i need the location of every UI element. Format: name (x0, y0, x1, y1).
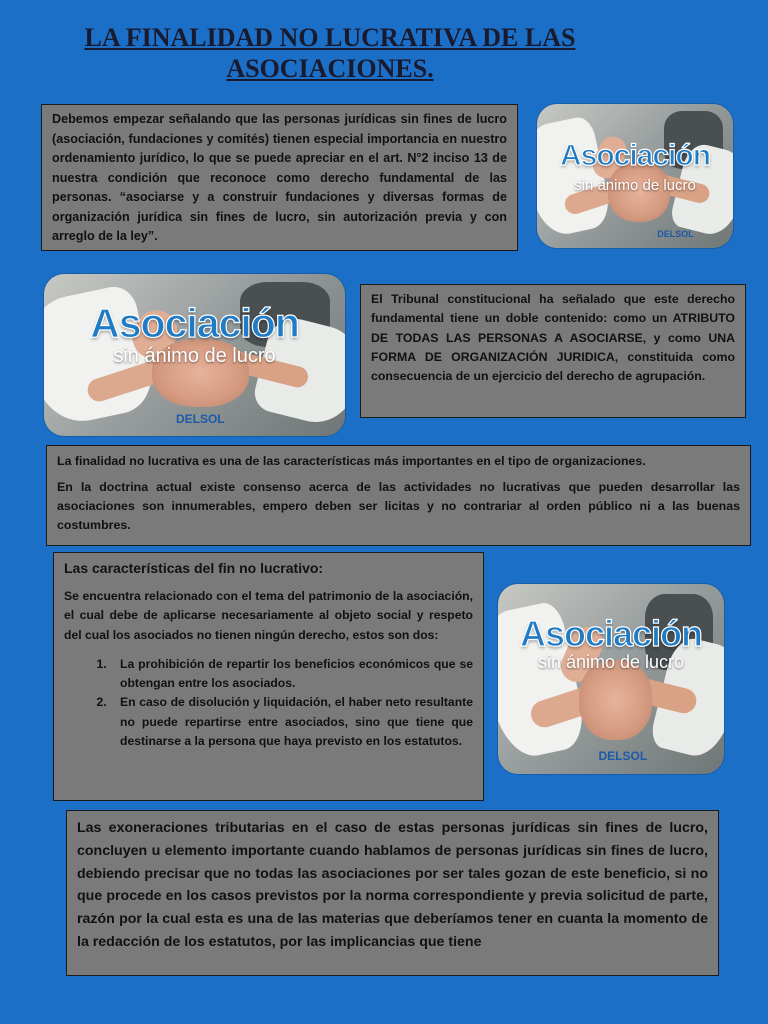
tribunal-text: El Tribunal constitucional ha señalado que este derecho fundamental tiene un doble contenido: como un ATRIBUTO DE TODAS LAS PERSONAS A ASOCIARSE, y como UNA FORMA DE ORGANIZACIÓN JURIDICA, constituida como consecuencia de un ejercicio del derecho de agrupación. (371, 292, 735, 384)
doctrina-paragraph-2: En la doctrina actual existe consenso acerca de las actividades no lucrativas que pueden desarrollar las asociaciones son innumerables, empero deben ser licitas y no contrariar al orden público ni a las buenas costumbres. (57, 480, 740, 532)
image-subheading: sin ánimo de lucro (113, 345, 276, 368)
doctrina-paragraph-1: La finalidad no lucrativa es una de las características más importantes en el tipo de organizaciones. (57, 454, 646, 468)
intro-text: Debemos empezar señalando que las personas jurídicas sin fines de lucro (asociación, fundaciones y comités) tienen especial importancia en nuestro ordenamiento jurídico, lo que se puede apreciar en el art. N°2 inciso 13 de nuestra condición que reconoce como derecho fundamental de las personas. “asociarse y a construir fundaciones y diversas formas de organización jurídica sin fines de lucro, sin autorización previa y con arreglo de la ley”. (52, 112, 507, 243)
tribunal-box (360, 284, 746, 418)
delsol-logo: DELSOL (175, 412, 225, 427)
association-image-3 (498, 584, 724, 774)
list-item: 2. En caso de disolución y liquidación, el haber neto resultante no puede repartirse entre asociados, sino que tiene que destinarse a la persona que haya previsto en los estatutos. (110, 693, 473, 751)
image-heading: Asociación (519, 612, 703, 654)
association-image-2 (44, 274, 345, 436)
caracteristicas-text: Se encuentra relacionado con el tema del patrimonio de la asociación, el cual debe de aplicarse necesariamente al objeto social y respeto del cual los asociados no tienen ningún derecho, estos son dos: (64, 589, 473, 642)
intro-box (41, 104, 518, 251)
exoneraciones-box (66, 810, 719, 976)
delsol-logo: DELSOL (598, 748, 648, 763)
caracteristicas-heading: Las características del fin no lucrativo: (64, 560, 324, 576)
image-heading: Asociación (559, 138, 711, 172)
image-heading: Asociación (90, 299, 299, 346)
image-subheading: sin ánimo de lucro (537, 652, 685, 673)
association-image-1 (537, 104, 733, 248)
delsol-logo: DELSOL (657, 229, 694, 240)
exoneraciones-text: Las exoneraciones tributarias en el caso de estas personas jurídicas sin fines de lucro, concluyen u elemento importante cuando hablamos de personas jurídicas sin fines de lucro, debiendo precisar que no todas las asociaciones por ser tales gozan de este beneficio, si no que procede en los casos previstos por la norma correspondiente y previa solicitud de parte, razón por la cual esta es una de las materias que deberíamos tener en cuanta la momento de la redacción de los estatutos, por las implicancias que tiene (77, 820, 708, 950)
list-item: 1. La prohibición de repartir los beneficios económicos que se obtengan entre los asociados. (110, 655, 473, 694)
caracteristicas-box (53, 552, 484, 801)
caracteristicas-list (64, 655, 473, 751)
image-subheading: sin ánimo de lucro (574, 177, 696, 195)
doctrina-box (46, 445, 751, 546)
page-title: LA FINALIDAD NO LUCRATIVA DE LAS ASOCIACIONES. (84, 23, 576, 83)
